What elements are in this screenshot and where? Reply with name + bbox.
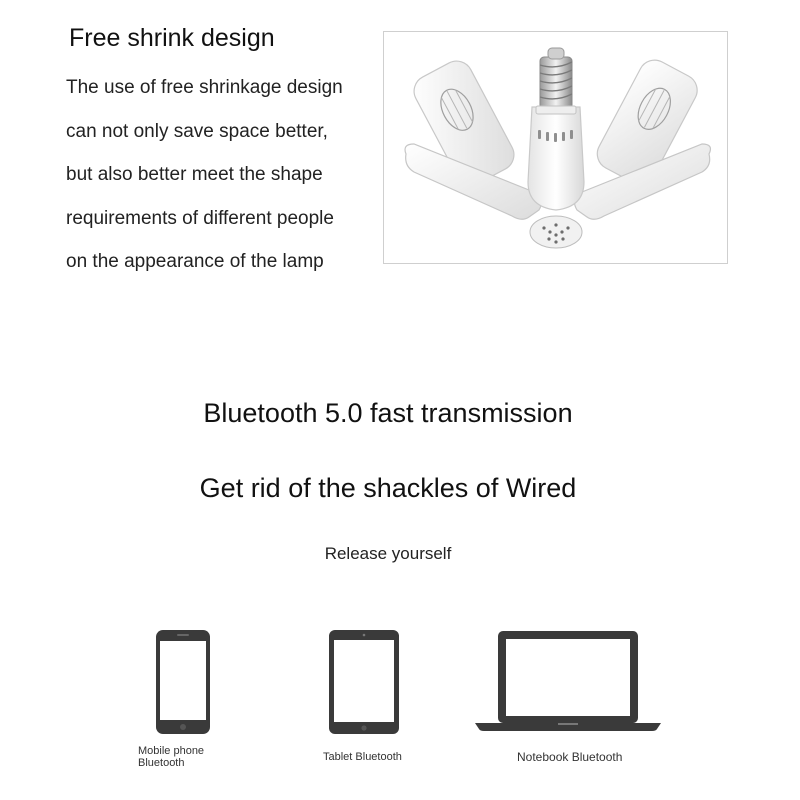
section-title: Free shrink design (69, 24, 275, 52)
feature-description (66, 66, 376, 284)
bluetooth-headline: Bluetooth 5.0 fast transmission (203, 398, 573, 428)
tablet-icon (328, 629, 400, 735)
tablet-label: Tablet Bluetooth (323, 751, 402, 763)
mobile-phone-icon (155, 629, 211, 735)
description-line: but also better meet the shape (66, 164, 323, 185)
bluetooth-subheadline: Get rid of the shackles of Wired (199, 473, 577, 503)
folding-bulb-image (384, 32, 727, 263)
description-line: on the appearance of the lamp (66, 251, 324, 272)
description-line: can not only save space better, (66, 120, 328, 142)
mobile-phone-label-line2: Bluetooth (138, 757, 185, 769)
mobile-phone-label-line1: Mobile phone (138, 745, 205, 757)
description-line: requirements of different people (66, 207, 334, 229)
product-image-frame (383, 31, 728, 264)
notebook-icon (474, 630, 662, 732)
notebook-label: Notebook Bluetooth (517, 750, 623, 764)
mobile-phone-label (138, 745, 228, 769)
description-line: The use of free shrinkage design (66, 77, 343, 98)
bluetooth-tagline: Release yourself (324, 544, 452, 563)
